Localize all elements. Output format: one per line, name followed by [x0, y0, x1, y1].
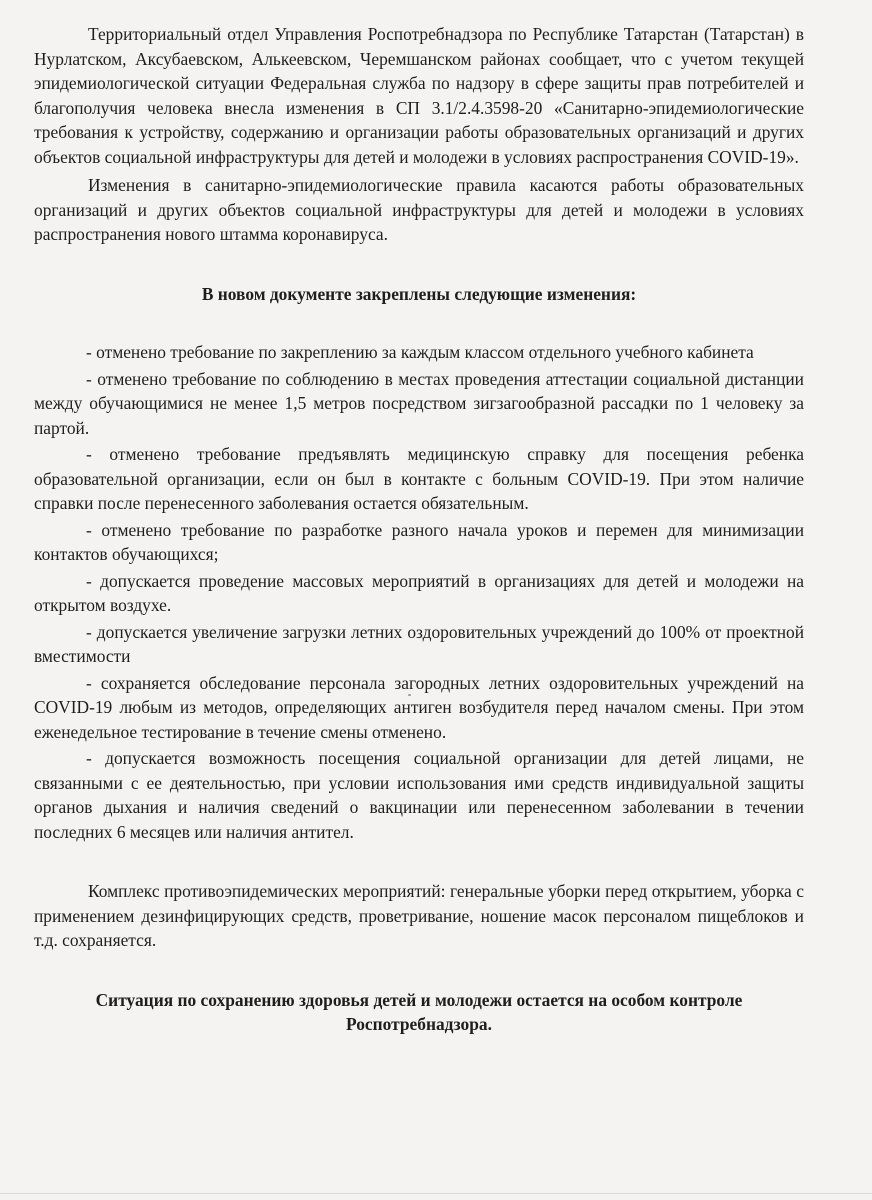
- scan-speck: [408, 694, 411, 696]
- intro-paragraph-2: Изменения в санитарно-эпидемиологические правила касаются работы образовательных организаций и других объектов социальной инфраструктуры для детей и молодежи в условиях распространения нового штамма коронавируса.: [34, 175, 804, 244]
- list-item: - допускается увеличение загрузки летних оздоровительных учреждений до 100% от проектной вместимости: [34, 621, 804, 666]
- list-item: - отменено требование по разработке разного начала уроков и перемен для минимизации контактов обучающихся;: [34, 519, 804, 564]
- list-item: - отменено требование по закреплению за каждым классом отдельного учебного кабинета: [86, 342, 754, 362]
- list-item: - сохраняется обследование персонала загородных летних оздоровительных учреждений на COVID-19 любым из методов, определяющих антиген возбудителя перед началом смены. При этом еженедельное тестирование в течение смены отменено.: [34, 672, 804, 742]
- intro-paragraph-1: Территориальный отдел Управления Роспотребнадзора по Республике Татарстан (Татарстан) в Нурлатском, Аксубаевском, Алькеевском, Черемшанском районах сообщает, что с учетом текущей эпидемиологической ситуации Федеральная служба по надзору в сфере защиты прав потребителей и благополучия человека внесла изменения в СП 3.1/2.4.3598-20 «Санитарно-эпидемиологические требования к устройству, содержанию и организации работы образовательных организаций и других объектов социальной инфраструктуры для детей и молодежи в условиях распространения COVID-19».: [34, 24, 804, 167]
- list-item: - допускается проведение массовых мероприятий в организациях для детей и молодежи на открытом воздухе.: [34, 570, 804, 615]
- complex-measures-paragraph: Комплекс противоэпидемических мероприятий: генеральные уборки перед открытием, уборка с применением дезинфицирующих средств, проветривание, ношение масок персоналом пищеблоков и т.д. сохраняется.: [34, 881, 804, 950]
- list-item: - отменено требование предъявлять медицинскую справку для посещения ребенка образовательной организации, если он был в контакте с больным COVID-19. При этом наличие справки после перенесенного заболевания остается обязательным.: [34, 444, 804, 513]
- list-item: - допускается возможность посещения социальной организации для детей лицами, не связанными с ее деятельностью, при условии использования ими средств индивидуальной защиты органов дыхания и наличия сведений о вакцинации или перенесенном заболевании в течении последних 6 месяцев или наличия антител.: [34, 748, 804, 842]
- section-heading: В новом документе закреплены следующие изменения:: [201, 283, 637, 304]
- document-page: [34, 22, 804, 1037]
- scan-edge-line: [0, 1193, 872, 1194]
- closing-statement: Ситуация по сохранению здоровья детей и молодежи остается на особом контроле Роспотребнадзора.: [95, 989, 743, 1034]
- list-item: - отменено требование по соблюдению в местах проведения аттестации социальной дистанции между обучающимися не менее 1,5 метров посредством зигзагообразной рассадки по 1 человеку за партой.: [34, 368, 804, 438]
- changes-list: [34, 340, 804, 844]
